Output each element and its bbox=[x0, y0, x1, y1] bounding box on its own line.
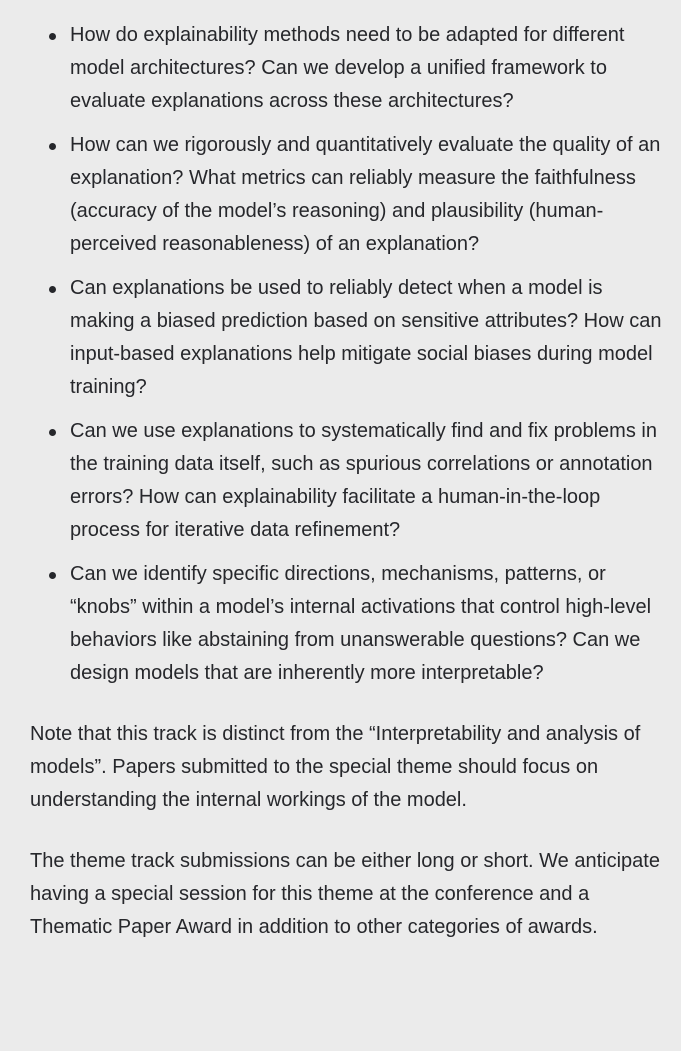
list-item: Can we use explanations to systematically find and fix problems in the training data itself, such as spurious correlations or annotation errors? How can explainability facilitate a human-in-the-loop process for iterative data refinement? bbox=[70, 415, 681, 547]
list-item: Can explanations be used to reliably detect when a model is making a biased prediction based on sensitive attributes? How can input-based explanations help mitigate social biases during model training? bbox=[70, 272, 681, 404]
list-item: How can we rigorously and quantitatively evaluate the quality of an explanation? What metrics can reliably measure the faithfulness (accuracy of the model’s reasoning) and plausibility (human-perceived reasonableness) of an explanation? bbox=[70, 129, 681, 261]
list-item: How do explainability methods need to be adapted for different model architectures? Can we develop a unified framework to evaluate explanations across these architectures? bbox=[70, 19, 681, 118]
track-distinction-paragraph: Note that this track is distinct from the “Interpretability and analysis of models”. Papers submitted to the special theme should focus on understanding the internal workings of the model. bbox=[30, 723, 641, 811]
submission-info-paragraph: The theme track submissions can be either long or short. We anticipate having a special session for this theme at the conference and a Thematic Paper Award in addition to other categories of awards. bbox=[30, 850, 660, 938]
list-item: Can we identify specific directions, mechanisms, patterns, or “knobs” within a model’s internal activations that control high-level behaviors like abstaining from unanswerable questions? Can we design models that are inherently more interpretable? bbox=[70, 558, 681, 690]
question-list bbox=[0, 19, 681, 690]
